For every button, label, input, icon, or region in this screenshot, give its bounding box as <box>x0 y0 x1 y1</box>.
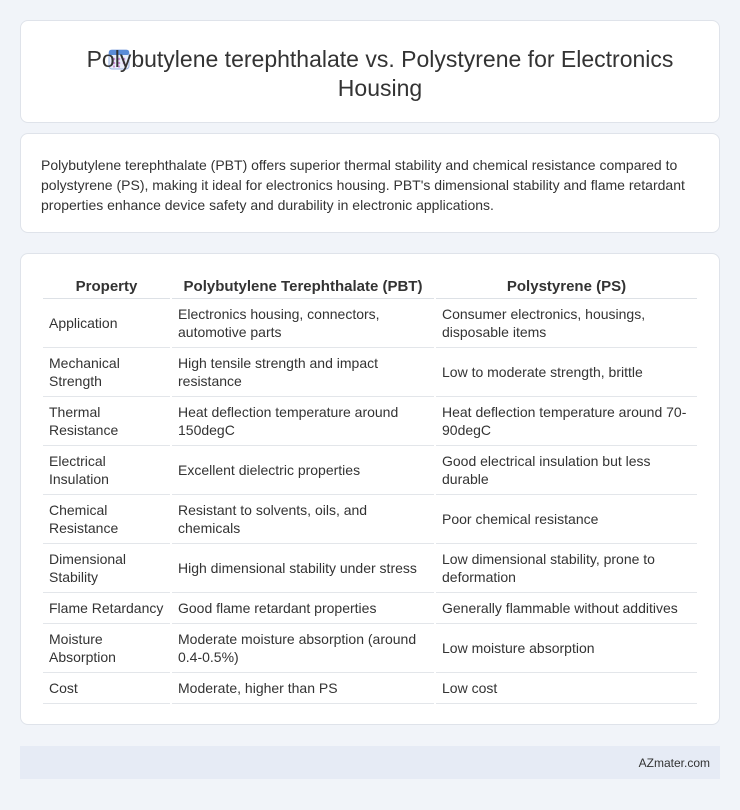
cell-property: Thermal Resistance <box>43 397 170 446</box>
header-ps: Polystyrene (PS) <box>436 275 697 299</box>
table-row <box>43 348 697 397</box>
comparison-card <box>20 253 720 725</box>
cell-ps: Generally flammable without additives <box>436 593 697 624</box>
page-title: Polybutylene terephthalate vs. Polystyrene for Electronics Housing <box>86 46 674 101</box>
footer-brand: AZmater.com <box>638 756 710 770</box>
table-header-row <box>43 275 697 299</box>
cell-pbt: Moderate moisture absorption (around 0.4-0.5%) <box>172 624 434 673</box>
cell-property: Moisture Absorption <box>43 624 170 673</box>
table-row <box>43 495 697 544</box>
cell-ps: Heat deflection temperature around 70-90degC <box>436 397 697 446</box>
cell-property: Application <box>43 299 170 348</box>
header-property: Property <box>43 275 170 299</box>
intro-paragraph: Polybutylene terephthalate (PBT) offers superior thermal stability and chemical resistance compared to polystyrene (PS), making it ideal for electronics housing. PBT's dimensional stability and flame retardant properties enhance device safety and durability in electronic applications. <box>41 157 685 213</box>
table-row <box>43 673 697 704</box>
cell-pbt: Excellent dielectric properties <box>172 446 434 495</box>
table-row <box>43 624 697 673</box>
cell-property: Electrical Insulation <box>43 446 170 495</box>
footer-bar <box>20 746 720 779</box>
cell-pbt: Resistant to solvents, oils, and chemicals <box>172 495 434 544</box>
cell-property: Mechanical Strength <box>43 348 170 397</box>
table-row <box>43 544 697 593</box>
cell-ps: Low cost <box>436 673 697 704</box>
cell-ps: Low moisture absorption <box>436 624 697 673</box>
cell-pbt: High dimensional stability under stress <box>172 544 434 593</box>
cell-ps: Low to moderate strength, brittle <box>436 348 697 397</box>
cell-ps: Consumer electronics, housings, disposable items <box>436 299 697 348</box>
table-row <box>43 299 697 348</box>
cell-pbt: Good flame retardant properties <box>172 593 434 624</box>
table-row <box>43 446 697 495</box>
cell-ps: Low dimensional stability, prone to deformation <box>436 544 697 593</box>
header-pbt: Polybutylene Terephthalate (PBT) <box>172 275 434 299</box>
cell-property: Chemical Resistance <box>43 495 170 544</box>
table-row <box>43 397 697 446</box>
cell-property: Cost <box>43 673 170 704</box>
intro-card <box>20 133 720 233</box>
title-card <box>20 20 720 123</box>
table-row <box>43 593 697 624</box>
cell-ps: Good electrical insulation but less durable <box>436 446 697 495</box>
comparison-table <box>41 275 699 704</box>
cell-pbt: Heat deflection temperature around 150degC <box>172 397 434 446</box>
cell-pbt: Electronics housing, connectors, automotive parts <box>172 299 434 348</box>
cell-property: Dimensional Stability <box>43 544 170 593</box>
cell-ps: Poor chemical resistance <box>436 495 697 544</box>
cell-pbt: Moderate, higher than PS <box>172 673 434 704</box>
cell-property: Flame Retardancy <box>43 593 170 624</box>
cell-pbt: High tensile strength and impact resistance <box>172 348 434 397</box>
